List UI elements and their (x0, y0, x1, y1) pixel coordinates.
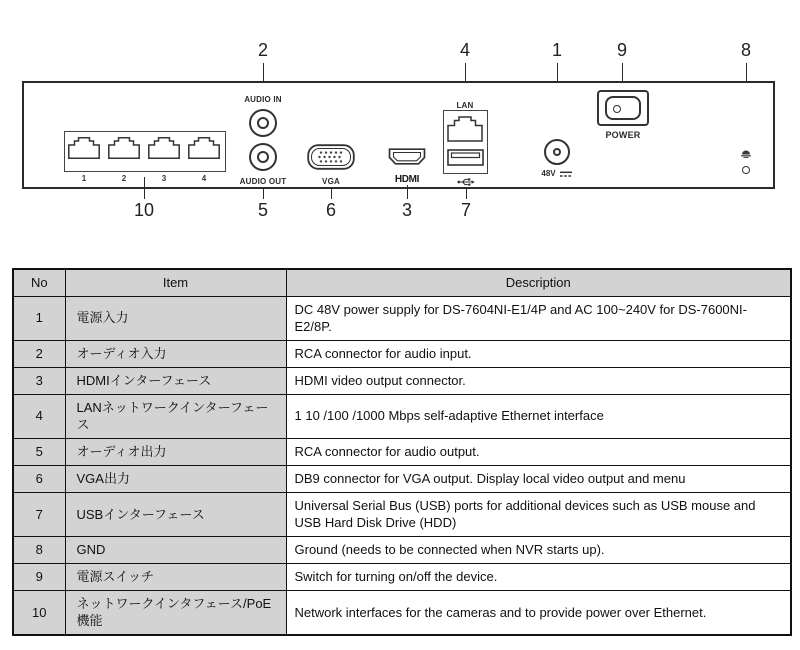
cell-no: 8 (13, 536, 65, 563)
header-item: Item (65, 269, 286, 296)
cell-item: ネットワークインタフェース/PoE機能 (65, 590, 286, 635)
rj45-port-icon (108, 137, 140, 159)
poe-port-number: 4 (201, 174, 207, 183)
cell-item: LANネットワークインターフェース (65, 394, 286, 438)
callout-number-4: 4 (459, 40, 470, 60)
power-switch-dot (613, 105, 621, 113)
callout-number-7: 7 (460, 200, 471, 220)
cell-description: Ground (needs to be connected when NVR starts up). (286, 536, 791, 563)
cell-item: HDMIインターフェース (65, 367, 286, 394)
cell-item: VGA出力 (65, 465, 286, 492)
callout-line (331, 187, 332, 199)
table-row (13, 536, 791, 563)
cell-no: 9 (13, 563, 65, 590)
power-jack-label: 48V (541, 169, 556, 178)
cell-no: 2 (13, 340, 65, 367)
audio-in-rca-center (257, 117, 269, 129)
callout-number-9: 9 (616, 40, 627, 60)
hdmi-logo-label: HDMI (394, 174, 420, 185)
cell-item: GND (65, 536, 286, 563)
cell-no: 6 (13, 465, 65, 492)
cell-description: HDMI video output connector. (286, 367, 791, 394)
cell-description: 1 10 /100 /1000 Mbps self-adaptive Ethernet interface (286, 394, 791, 438)
lan-rj45-port-icon (447, 116, 483, 142)
callout-line (407, 185, 408, 199)
cell-item: オーディオ入力 (65, 340, 286, 367)
header-no: No (13, 269, 65, 296)
table-row (13, 465, 791, 492)
cell-description: DC 48V power supply for DS-7604NI-E1/4P and AC 100~240V for DS-7600NI-E2/8P. (286, 296, 791, 340)
cell-description: RCA connector for audio input. (286, 340, 791, 367)
callout-number-1: 1 (551, 40, 562, 60)
callout-number-6: 6 (325, 200, 336, 220)
ground-screw-hole (742, 166, 750, 174)
cell-item: USBインターフェース (65, 492, 286, 536)
table-row (13, 563, 791, 590)
audio-out-rca-center (257, 151, 269, 163)
callout-line (466, 188, 467, 199)
power-switch-label: POWER (605, 130, 641, 140)
header-description: Description (286, 269, 791, 296)
poe-port-number: 3 (161, 174, 167, 183)
vga-label: VGA (322, 177, 340, 186)
callout-line (263, 187, 264, 199)
cell-description: DB9 connector for VGA output. Display local video output and menu (286, 465, 791, 492)
cell-description: RCA connector for audio output. (286, 438, 791, 465)
table-row (13, 367, 791, 394)
dc-symbol-icon (559, 170, 573, 178)
rj45-port-icon (148, 137, 180, 159)
vga-connector-icon (307, 144, 355, 170)
cell-no: 5 (13, 438, 65, 465)
rj45-port-icon (188, 137, 220, 159)
table-header-row (13, 269, 791, 296)
callout-number-10: 10 (133, 200, 155, 220)
cell-no: 3 (13, 367, 65, 394)
table-row (13, 438, 791, 465)
audio-in-label: AUDIO IN (244, 95, 282, 104)
cell-no: 7 (13, 492, 65, 536)
cell-item: 電源入力 (65, 296, 286, 340)
table-row (13, 296, 791, 340)
power-switch-icon (597, 90, 649, 126)
table-row (13, 394, 791, 438)
power-jack-pin (553, 148, 561, 156)
callout-line (144, 177, 145, 199)
cell-item: オーディオ出力 (65, 438, 286, 465)
callout-number-2: 2 (257, 40, 268, 60)
table-row (13, 590, 791, 635)
callout-number-5: 5 (257, 200, 268, 220)
cell-no: 1 (13, 296, 65, 340)
ground-icon (740, 149, 752, 158)
cell-no: 4 (13, 394, 65, 438)
lan-label: LAN (456, 101, 474, 110)
rear-panel-diagram (0, 0, 800, 260)
cell-no: 10 (13, 590, 65, 635)
poe-port-number: 1 (81, 174, 87, 183)
table-row (13, 340, 791, 367)
table-row (13, 492, 791, 536)
poe-port-number: 2 (121, 174, 127, 183)
cell-item: 電源スイッチ (65, 563, 286, 590)
interface-description-table (12, 268, 792, 636)
usb-trident-icon (457, 177, 475, 187)
cell-description: Switch for turning on/off the device. (286, 563, 791, 590)
callout-number-3: 3 (401, 200, 412, 220)
power-switch-rocker (605, 96, 641, 120)
rj45-port-icon (68, 137, 100, 159)
callout-number-8: 8 (740, 40, 751, 60)
usb-port-icon (447, 149, 484, 166)
audio-out-label: AUDIO OUT (239, 177, 287, 186)
hdmi-port-icon (387, 148, 427, 166)
cell-description: Universal Serial Bus (USB) ports for additional devices such as USB mouse and USB Hard Disk Drive (HDD) (286, 492, 791, 536)
cell-description: Network interfaces for the cameras and to provide power over Ethernet. (286, 590, 791, 635)
